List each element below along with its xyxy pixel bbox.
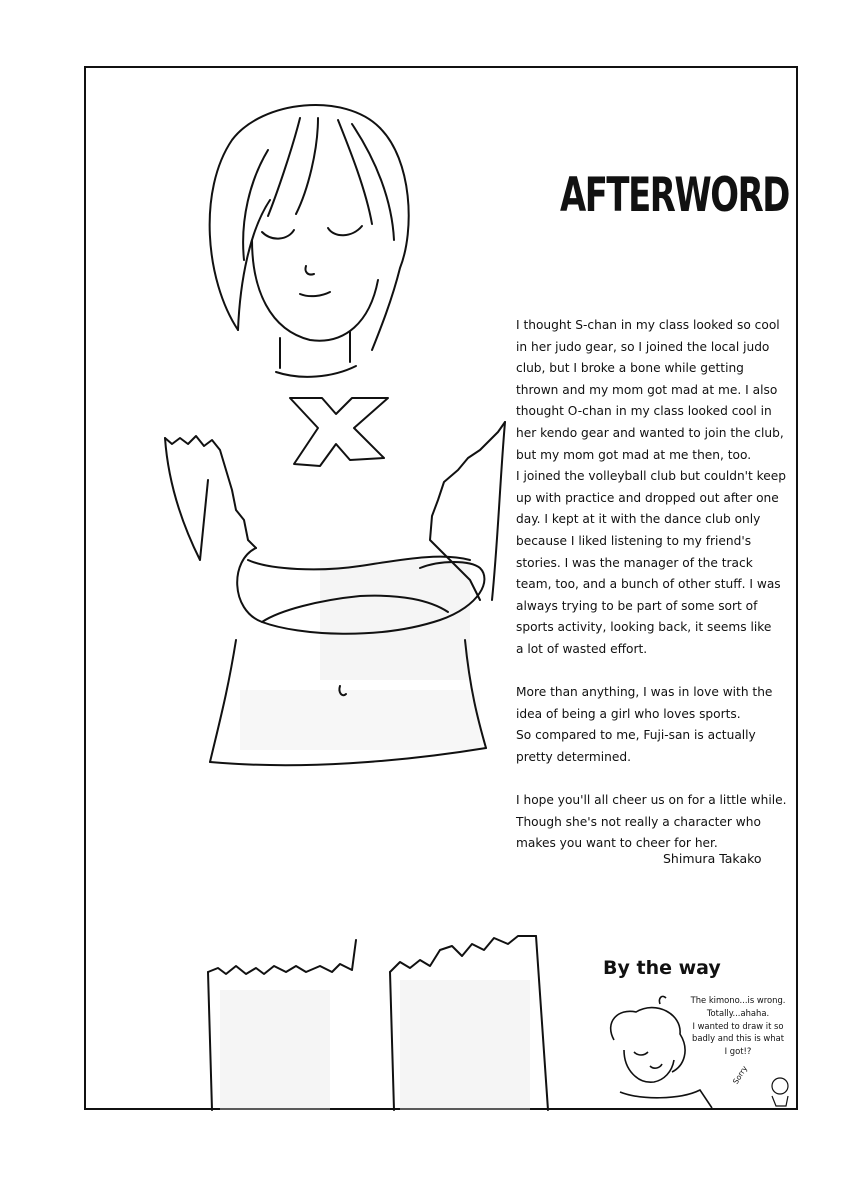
face-outline bbox=[252, 240, 378, 341]
text-line: club, but I broke a bone while getting bbox=[516, 361, 744, 376]
paragraph-1 bbox=[516, 315, 788, 661]
text-line: I joined the volleyball club but couldn't keep bbox=[516, 469, 787, 484]
text-line: Though she's not really a character who bbox=[516, 814, 761, 829]
text-line: thought O-chan in my class looked cool in bbox=[516, 404, 772, 419]
text-line: sports activity, looking back, it seems like bbox=[516, 620, 772, 635]
note-line: I wanted to draw it so bbox=[692, 1020, 784, 1031]
note-line: The kimono...is wrong. bbox=[690, 995, 786, 1005]
by-the-way-heading: By the way bbox=[603, 957, 721, 979]
text-line: her kendo gear and wanted to join the club, bbox=[516, 425, 784, 440]
author-signature: Shimura Takako bbox=[663, 851, 762, 866]
text-line: always trying to be part of some sort of bbox=[516, 598, 758, 613]
chest-x-mark bbox=[290, 398, 388, 466]
text-line: I hope you'll all cheer us on for a little while. bbox=[516, 793, 787, 808]
paragraph-3 bbox=[516, 790, 788, 855]
note-line: Totally...ahaha. bbox=[706, 1007, 770, 1018]
left-leg-outline bbox=[208, 940, 356, 974]
text-line: idea of being a girl who loves sports. bbox=[516, 706, 741, 721]
text-line: because I liked listening to my friend's bbox=[516, 533, 752, 548]
text-line: stories. I was the manager of the track bbox=[516, 555, 753, 570]
text-line: up with practice and dropped out after one bbox=[516, 490, 779, 505]
afterword-title: AFTERWORD bbox=[560, 168, 789, 223]
text-line: in her judo gear, so I joined the local judo bbox=[516, 339, 770, 354]
torso-outline bbox=[165, 438, 208, 560]
text-line: So compared to me, Fuji-san is actually bbox=[516, 728, 756, 743]
note-line: badly and this is what bbox=[692, 1033, 784, 1044]
text-line: makes you want to cheer for her. bbox=[516, 836, 718, 851]
halftone-texture bbox=[220, 560, 530, 1110]
text-line: but my mom got mad at me then, too. bbox=[516, 447, 752, 462]
paragraph-2 bbox=[516, 682, 788, 768]
tiny-character-icon bbox=[772, 1078, 788, 1106]
text-line: day. I kept at it with the dance club only bbox=[516, 512, 761, 527]
text-line: I thought S-chan in my class looked so cool bbox=[516, 318, 780, 332]
note-line: I got!? bbox=[724, 1046, 752, 1057]
by-the-way-note bbox=[682, 994, 794, 1058]
right-leg-outline bbox=[390, 936, 536, 972]
text-line: thrown and my mom got mad at me. I also bbox=[516, 382, 778, 397]
text-line: pretty determined. bbox=[516, 749, 632, 764]
text-line: team, too, and a bunch of other stuff. I was bbox=[516, 577, 781, 592]
text-line: a lot of wasted effort. bbox=[516, 641, 648, 656]
afterword-body bbox=[516, 315, 788, 876]
sorry-caption: Sorry bbox=[731, 1064, 750, 1086]
text-line: More than anything, I was in love with the bbox=[516, 685, 773, 700]
